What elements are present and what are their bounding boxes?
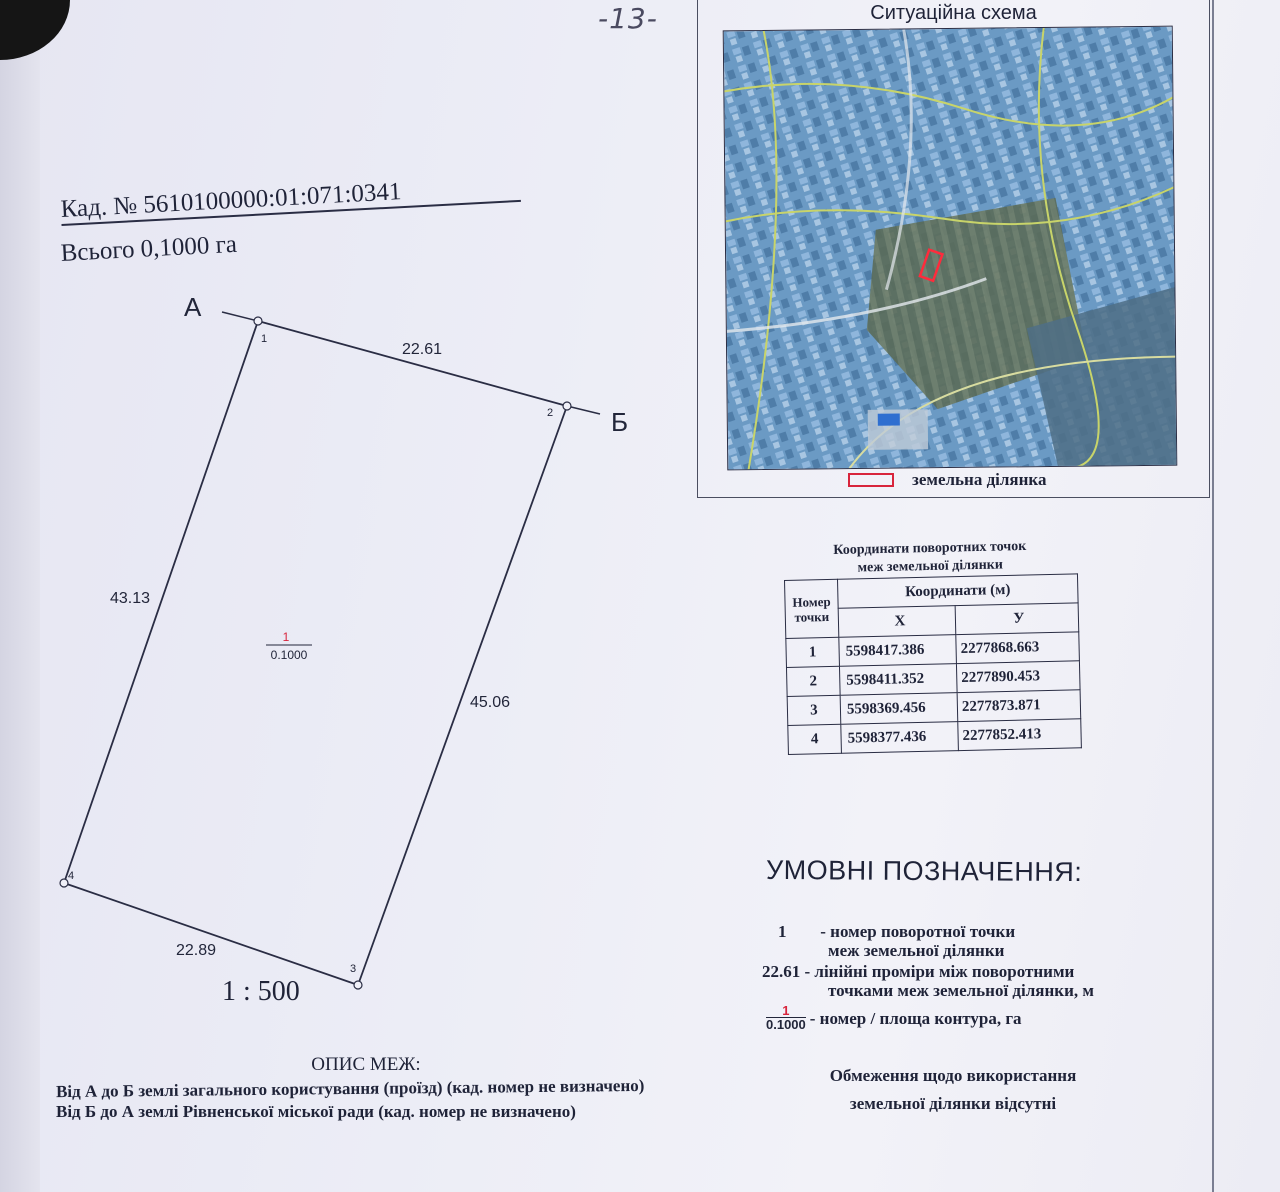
- header-coordinates: Координати (м): [837, 574, 1078, 608]
- length-4-1: 43.13: [110, 590, 151, 607]
- cell-x: 5598369.456: [840, 693, 958, 725]
- cell-point: 1: [786, 637, 840, 667]
- contour-number: 1: [282, 630, 290, 644]
- situation-scheme-title: Ситуаційна схема: [870, 2, 1037, 24]
- header-x: Х: [838, 606, 956, 638]
- cell-y: 2277868.663: [956, 632, 1080, 664]
- table-row: [788, 719, 1082, 755]
- cell-y: 2277852.413: [958, 719, 1082, 751]
- side-1-2: [258, 321, 567, 406]
- coordinates-caption: [800, 537, 1061, 578]
- ext-line-b: [567, 406, 600, 414]
- cell-y: 2277873.871: [957, 690, 1081, 722]
- boundary-line-b-a: Від Б до А землі Рівненської міської ради (кад. номер не визначено): [56, 1102, 576, 1121]
- legend-symbol-point: 1: [778, 922, 787, 941]
- restrictions-line1: Обмеження щодо використання: [829, 1066, 1077, 1085]
- header-point-number: Номер точки: [785, 579, 839, 638]
- scale-label: 1 : 500: [222, 976, 300, 1007]
- legend-item-lengths: [762, 962, 1094, 1000]
- restrictions-note: [808, 1062, 1098, 1118]
- legend-text-point-line2: меж земельної ділянки: [828, 941, 1005, 960]
- aerial-map-image: [724, 27, 1178, 471]
- legend-symbol-contour: [766, 1004, 806, 1032]
- cell-point: 3: [787, 695, 841, 725]
- legend-text-point-line1: - номер поворотної точки: [820, 922, 1016, 941]
- boundary-line-a-b: Від А до Б землі загального користування (проїзд) (кад. номер не визначено): [55, 1075, 645, 1102]
- point-label-1: 1: [261, 333, 268, 345]
- vertex-3: [354, 981, 362, 989]
- boundary-description-title: ОПИС МЕЖ:: [311, 1054, 421, 1075]
- legend-symbol-length: 22.61: [762, 962, 801, 981]
- cell-y: 2277890.453: [956, 661, 1080, 693]
- legend-text-length-line2: точками меж земельної ділянки, м: [828, 981, 1094, 1000]
- situation-map: [723, 26, 1178, 471]
- legend-text-contour: - номер / площа контура, га: [809, 1008, 1022, 1028]
- total-area: Всього 0,1000 га: [60, 230, 238, 267]
- side-4-1: [64, 321, 258, 883]
- label-a: А: [184, 292, 202, 322]
- vertex-4: [60, 879, 68, 887]
- situation-legend: [848, 470, 1046, 490]
- frame-right-border: [1212, 0, 1214, 1192]
- legend-contour-den: 0.1000: [766, 1017, 806, 1032]
- boundary-description: [56, 1054, 644, 1122]
- situation-legend-label: земельна ділянка: [912, 470, 1047, 489]
- label-b: Б: [611, 407, 629, 437]
- cadastral-number: Кад. № 5610100000:01:071:0341: [60, 172, 521, 226]
- length-3-4: 22.89: [176, 942, 217, 959]
- coordinates-table: [784, 573, 1082, 755]
- legend-title: УМОВНІ ПОЗНАЧЕННЯ:: [765, 854, 1083, 888]
- cell-x: 5598411.352: [839, 664, 957, 696]
- plot-drawing: [0, 0, 700, 1040]
- header-y: У: [955, 603, 1079, 635]
- legend-text-length-line1: - лінійні проміри між поворотними: [804, 962, 1075, 981]
- land-plot-swatch: [848, 473, 894, 487]
- side-2-3: [358, 406, 567, 985]
- contour-area: 0.1000: [270, 648, 308, 662]
- point-label-3: 3: [350, 963, 357, 975]
- point-label-2: 2: [547, 407, 554, 419]
- length-1-2: 22.61: [402, 341, 443, 358]
- restrictions-line2: земельної ділянки відсутні: [849, 1094, 1057, 1113]
- cell-x: 5598417.386: [839, 635, 957, 667]
- page-number: -13-: [598, 2, 658, 35]
- point-label-4: 4: [68, 870, 75, 882]
- legend-item-contour: [766, 1004, 1022, 1032]
- situation-scheme-frame: [697, 0, 1210, 498]
- cell-point: 2: [786, 666, 840, 696]
- vertex-1: [254, 317, 262, 325]
- vertex-2: [563, 402, 571, 410]
- coordinates-caption-line2: меж земельної ділянки: [857, 557, 1003, 576]
- ext-line-a: [222, 312, 258, 321]
- cell-point: 4: [788, 724, 842, 754]
- legend-item-point-number: [778, 922, 1015, 960]
- legend-contour-num: 1: [766, 1004, 806, 1018]
- length-2-3: 45.06: [470, 694, 511, 711]
- side-3-4: [64, 883, 358, 985]
- cell-x: 5598377.436: [841, 722, 959, 754]
- coordinates-caption-line1: Координати поворотних точок: [833, 538, 1027, 559]
